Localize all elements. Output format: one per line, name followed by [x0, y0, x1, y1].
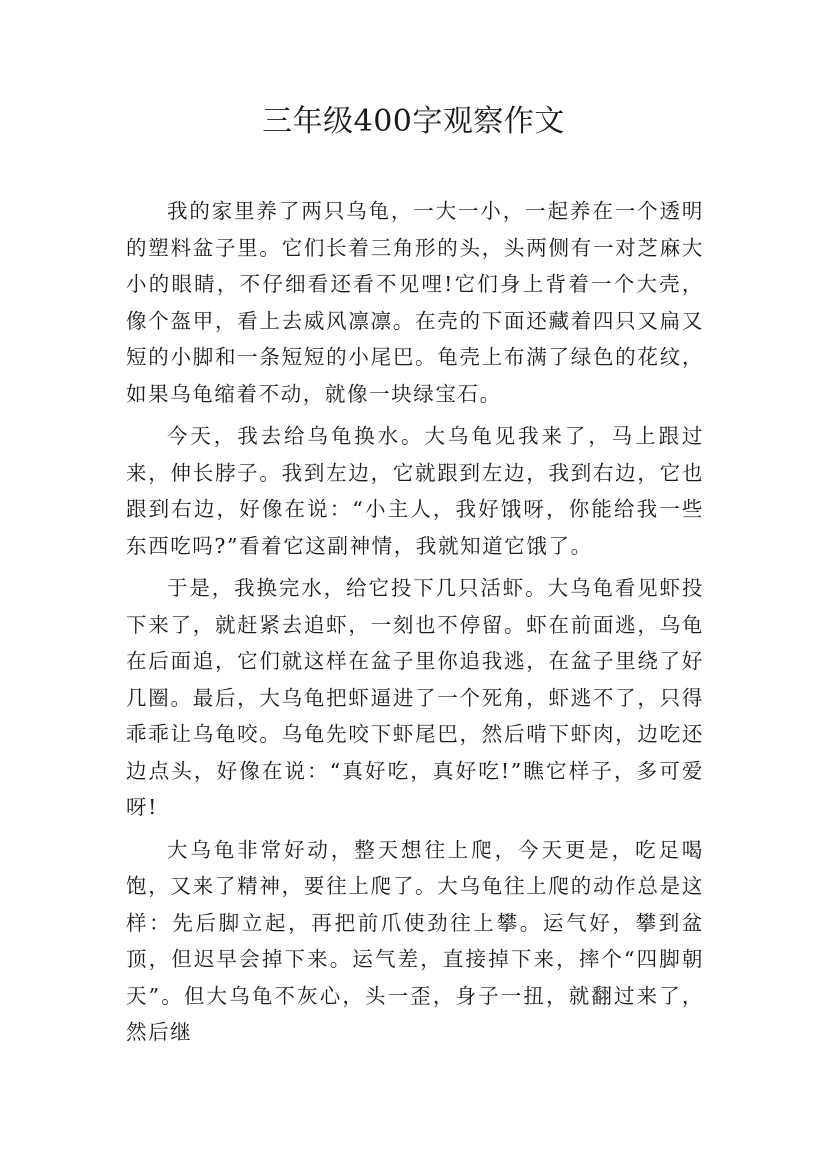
paragraph-3: 于是，我换完水，给它投下几只活虾。大乌龟看见虾投下来了，就赶紧去追虾，一刻也不停留。虾在前面逃，乌龟在后面追，它们就这样在盆子里你追我逃，在盆子里绕了好几圈。最后，大乌龟把虾逼进了一个死角，虾逃不了，只得乖乖让乌龟咬。乌龟先咬下虾尾巴，然后啃下虾肉，边吃还边点头，好像在说：“真好吃，真好吃!”瞧它样子，多可爱呀!	[126, 576, 704, 819]
paragraph-4: 大乌龟非常好动，整天想往上爬，今天更是，吃足喝饱，又来了精神，要往上爬了。大乌龟往上爬的动作总是这样：先后脚立起，再把前爪使劲往上攀。运气好，攀到盆顶，但迟早会掉下来。运气差，直接掉下来，摔个“四脚朝天”。但大乌龟不灰心，头一歪，身子一扭，就翻过来了，然后继	[126, 837, 704, 1044]
document-body	[126, 193, 704, 1057]
paragraph-2: 今天，我去给乌龟换水。大乌龟见我来了，马上跟过来，伸长脖子。我到左边，它就跟到左边，我到右边，它也跟到右边，好像在说：“小主人，我好饿呀，你能给我一些东西吃吗?”看着它这副神情，我就知道它饿了。	[126, 424, 704, 558]
paragraph-1: 我的家里养了两只乌龟，一大一小，一起养在一个透明的塑料盆子里。它们长着三角形的头，头两侧有一对芝麻大小的眼睛，不仔细看还看不见哩!它们身上背着一个大壳，像个盔甲，看上去威风凛凛。在壳的下面还藏着四只又扁又短的小脚和一条短短的小尾巴。龟壳上布满了绿色的花纹，如果乌龟缩着不动，就像一块绿宝石。	[126, 199, 704, 406]
document-title: 三年级400字观察作文	[262, 104, 565, 139]
